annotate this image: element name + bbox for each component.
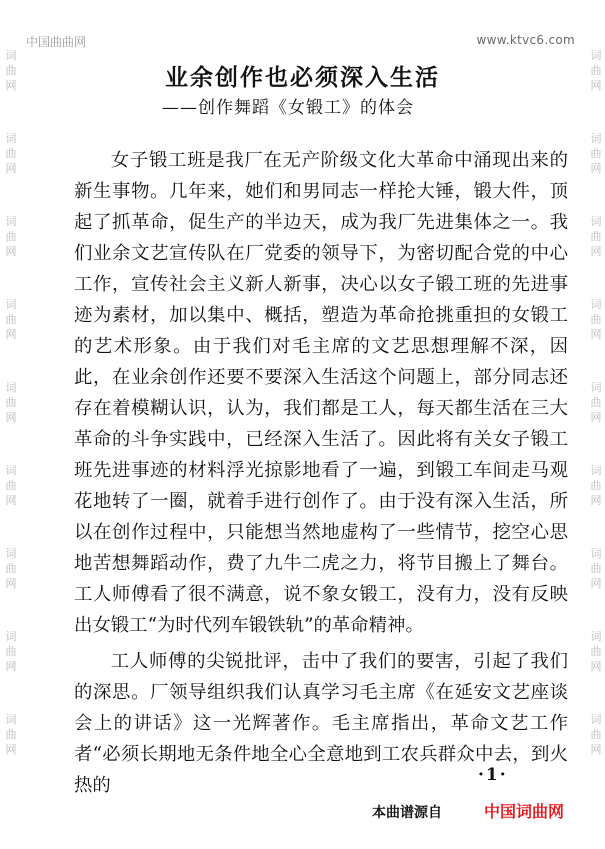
side-watermark-char: 词 — [590, 298, 602, 311]
side-watermark-char: 词 — [590, 381, 602, 394]
side-watermark-char: 曲 — [590, 728, 602, 741]
side-watermark-char: 词 — [5, 464, 17, 477]
body-paragraph: 女子锻工班是我厂在无产阶级文化大革命中涌现出来的新生事物。几年来，她们和男同志一样抡大锤，锻大件，顶起了抓革命，促生产的半边天，成为我厂先进集体之一。我们业余文艺宣传队在厂党委的领导下，为密切配合党的中心工作，宣传社会主义新人新事，决心以女子锻工班的先进事迹为素材，加以集中、概括，塑造为革命抢挑重担的女锻工的艺术形象。由于我们对毛主席的文艺思想理解不深，因此，在业余创作还要不要深入生活这个问题上，部分同志还存在着模糊认识，认为，我们都是工人，每天都生活在三大革命的斗争实践中，已经深入生活了。因此将有关女子锻工班先进事迹的材料浮光掠影地看了一遍，到锻工车间走马观花地转了一圈，就着手进行创作了。由于没有深入生活，所以在创作过程中，只能想当然地虚构了一些情节，挖空心思地苦想舞蹈动作，费了九牛二虎之力，将节目搬上了舞台。工人师傅看了很不满意，说不象女锻工，没有力，没有反映出女锻工“为时代列车锻铁轨”的革命精神。 — [74, 150, 568, 636]
side-watermark-char: 词 — [5, 381, 17, 394]
side-watermark-char: 网 — [590, 79, 602, 92]
side-watermark-char: 曲 — [5, 313, 17, 326]
side-watermark-char: 网 — [5, 660, 17, 673]
side-watermark-char: 网 — [590, 162, 602, 175]
side-watermark-char: 曲 — [590, 230, 602, 243]
side-watermark-char: 网 — [590, 660, 602, 673]
article-subtitle: ——创作舞蹈《女锻工》的体会 — [162, 98, 414, 118]
side-watermark-char: 曲 — [5, 479, 17, 492]
watermark-url: www.ktvc6.com — [476, 33, 575, 47]
side-watermark-char: 词 — [590, 215, 602, 228]
side-watermark-char: 曲 — [590, 313, 602, 326]
side-watermark-char: 曲 — [590, 147, 602, 160]
side-watermark-char: 网 — [590, 328, 602, 341]
side-watermark-char: 词 — [5, 132, 17, 145]
side-watermark-char: 词 — [590, 713, 602, 726]
side-watermark-char: 网 — [5, 328, 17, 341]
page-number: ·1· — [478, 765, 508, 785]
side-watermark-char: 曲 — [5, 147, 17, 160]
side-watermark-right — [589, 48, 603, 757]
side-watermark-char: 词 — [590, 547, 602, 560]
side-watermark-char: 词 — [5, 49, 17, 62]
side-watermark-char: 曲 — [590, 645, 602, 658]
side-watermark-char: 词 — [590, 132, 602, 145]
side-watermark-char: 词 — [5, 547, 17, 560]
side-watermark-char: 曲 — [5, 728, 17, 741]
side-watermark-char: 词 — [5, 298, 17, 311]
side-watermark-char: 网 — [5, 411, 17, 424]
body-paragraph: 工人师傅的尖锐批评，击中了我们的要害，引起了我们的深思。厂领导组织我们认真学习毛主席《在延安文艺座谈会上的讲话》这一光辉著作。毛主席指出，革命文艺工作者“必须长期地无条件地全心全意地到工农兵群众中去，到火热的 — [74, 651, 568, 796]
side-watermark-char: 词 — [590, 630, 602, 643]
side-watermark-char: 词 — [5, 630, 17, 643]
watermark-top-left: 中国曲曲网 — [26, 35, 87, 49]
side-watermark-char: 网 — [5, 79, 17, 92]
side-watermark-char: 词 — [590, 49, 602, 62]
side-watermark-char: 曲 — [5, 562, 17, 575]
side-watermark-char: 网 — [5, 743, 17, 756]
article-title: 业余创作也必须深入生活 — [165, 64, 440, 92]
side-watermark-char: 网 — [5, 245, 17, 258]
side-watermark-char: 曲 — [5, 645, 17, 658]
side-watermark-char: 网 — [5, 494, 17, 507]
side-watermark-char: 网 — [5, 577, 17, 590]
side-watermark-char: 词 — [5, 215, 17, 228]
site-name-logo: 中国词曲网 — [484, 802, 565, 821]
side-watermark-char: 网 — [590, 494, 602, 507]
side-watermark-char: 曲 — [5, 230, 17, 243]
side-watermark-char: 曲 — [590, 64, 602, 77]
side-watermark-char: 曲 — [5, 64, 17, 77]
side-watermark-char: 词 — [5, 713, 17, 726]
side-watermark-char: 曲 — [590, 396, 602, 409]
side-watermark-char: 曲 — [590, 479, 602, 492]
side-watermark-char: 词 — [590, 464, 602, 477]
side-watermark-char: 网 — [590, 245, 602, 258]
side-watermark-char: 网 — [590, 411, 602, 424]
side-watermark-char: 曲 — [590, 562, 602, 575]
side-watermark-char: 曲 — [5, 396, 17, 409]
article-body — [74, 145, 568, 806]
side-watermark-char: 网 — [590, 577, 602, 590]
source-label: 本曲谱源自 — [372, 805, 442, 821]
side-watermark-left — [4, 48, 18, 757]
side-watermark-char: 网 — [590, 743, 602, 756]
side-watermark-char: 网 — [5, 162, 17, 175]
